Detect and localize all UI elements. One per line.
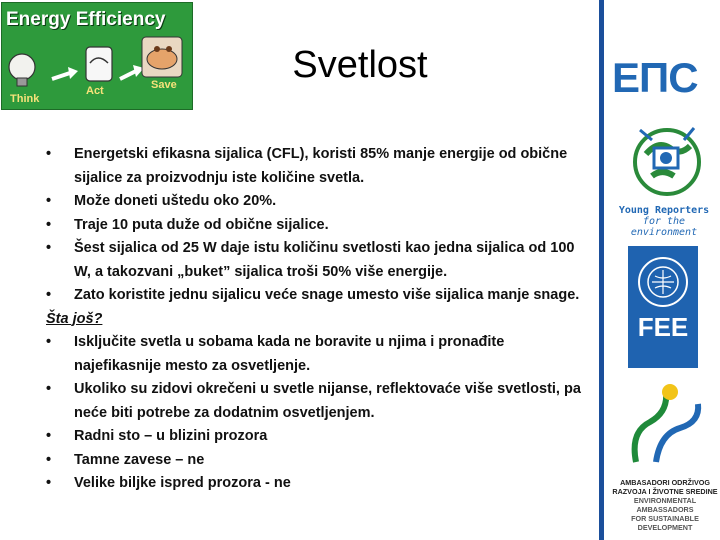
bullet-icon: • [46,451,52,468]
sidebar-divider [599,0,604,540]
banner-title: Energy Efficiency [6,9,166,30]
ambassadors-label [612,478,718,532]
list-item [46,284,586,308]
subheading: Šta još? [46,310,103,327]
list-item-text: Energetski efikasna sijalica (CFL), koristi 85% manje energije od obične sijalice za proizvodnju iste količine svetla. [74,146,568,186]
fee-label: FEE [637,312,689,342]
list-item [46,449,586,473]
bullet-icon: • [46,475,52,491]
list-item [46,472,586,496]
step-think-label: Think [10,93,40,105]
list-item [46,237,586,284]
bullet-icon: • [46,240,52,256]
list-item [46,143,586,190]
bullet-icon: • [46,381,52,397]
list-item-text: Traje 10 puta duže od obične sijalice. [74,216,329,233]
list-item [46,214,586,238]
list-item-text: Zato koristite jednu sijalicu veće snage umesto više sijalica manje snage. [74,287,580,303]
yre-line1: Young Reporters [618,205,710,216]
amb-line4: FOR SUSTAINABLE DEVELOPMENT [631,514,699,532]
step-save-label: Save [151,79,177,91]
bullet-icon: • [46,287,52,303]
hand-switch-icon [86,47,112,81]
bullet-icon: • [46,428,52,444]
amb-line2: RAZVOJA I ŽIVOTNE SREDINE [612,487,718,496]
fee-logo [628,246,698,368]
fee-globe-icon [628,246,698,316]
lightbulb-icon [9,54,35,80]
list-item-text: Tamne zavese – ne [74,451,205,468]
amb-line3: ENVIRONMENTAL AMBASSADORS [633,496,697,514]
list-item-text: Radni sto – u blizini prozora [74,428,268,444]
list-item [46,378,586,425]
list-item-text: Šest sijalica od 25 W daje istu količinu svetlosti kao jedna sijalica od 100 W, a takozvani „buket” sijalica troši 50% više energije. [74,240,575,280]
bullet-icon: • [46,216,52,233]
eps-logo: ЕПС [612,54,698,101]
arrow-icon [120,71,136,79]
young-reporters-label [612,205,716,238]
ambassadors-logo-icon [616,382,712,466]
list-item [46,425,586,449]
bullet-icon: • [46,193,52,209]
slide-body [46,143,586,496]
list-item-text: Velike biljke ispred prozora - ne [74,475,291,491]
list-item [46,331,586,378]
list-item [46,190,586,214]
arrow-icon [52,73,70,79]
list-item-text: Može doneti uštedu oko 20%. [74,193,277,209]
yre-line2: for the environment [630,216,698,238]
list-item-text: Ukoliko su zidovi okrečeni u svetle nijanse, reflektovaće više svetlosti, pa neće biti potrebe za dodatnim osvetljenjem. [74,381,581,421]
young-reporters-globe-icon [626,118,708,202]
step-act-label: Act [86,85,104,97]
amb-line1: AMBASADORI ODRŽIVOG [620,478,710,487]
bullet-icon: • [46,146,52,162]
list-item-text: Isključite svetla u sobama kada ne boravite u njima i pronađite najefikasnije mesto za osvetljenje. [74,334,505,374]
energy-efficiency-banner [1,2,193,110]
slide-title: Svetlost [292,44,428,86]
bullet-icon: • [46,334,52,350]
